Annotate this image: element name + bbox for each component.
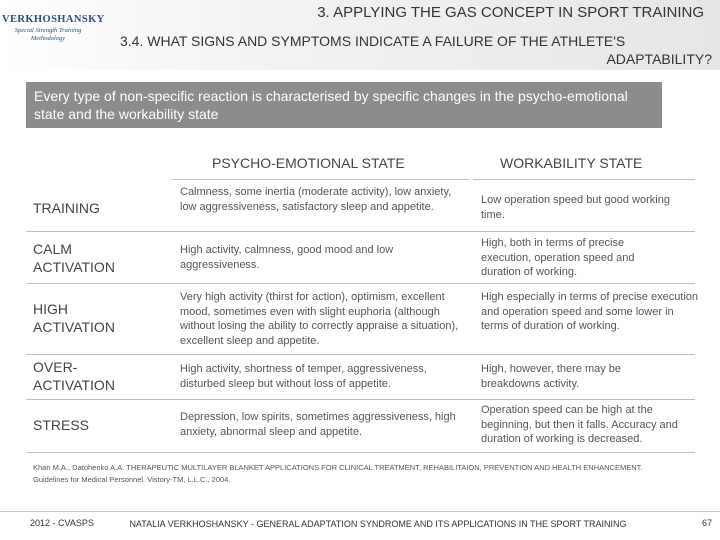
row-label-high-activation: HIGH ACTIVATION bbox=[33, 301, 115, 335]
table-header-divider-left bbox=[172, 179, 470, 180]
row-divider bbox=[26, 231, 695, 232]
cell-over-activation-work: High, however, there may be breakdowns activity. bbox=[481, 363, 622, 390]
row-label-training: TRAINING bbox=[33, 200, 100, 216]
cell-stress-work: Operation speed can be high at the beginning, but then it falls. Accuracy and duration of working is decreased. bbox=[481, 404, 678, 445]
slide-subtitle bbox=[120, 32, 712, 68]
row-divider bbox=[26, 283, 695, 284]
page-number: 67 bbox=[701, 518, 712, 528]
header-workability: WORKABILITY STATE bbox=[500, 155, 643, 171]
row-divider bbox=[26, 354, 695, 355]
cell-calm-activation-psycho: High activity, calmness, good mood and low aggressiveness. bbox=[180, 244, 394, 271]
cell-training-work: Low operation speed but good working time. bbox=[481, 194, 670, 221]
logo-line1: VERKHOSHANSKY bbox=[2, 14, 105, 25]
cell-calm-activation-work: High, both in terms of precise execution, operation speed and duration of working. bbox=[481, 237, 635, 278]
footer-divider bbox=[0, 511, 720, 512]
row-label-calm-activation: CALM ACTIVATION bbox=[33, 241, 115, 275]
header-psycho-emotional: PSYCHO-EMOTIONAL STATE bbox=[212, 155, 405, 171]
logo-line2: Special Strength Training Methodology bbox=[14, 27, 82, 42]
row-divider bbox=[26, 452, 695, 453]
subtitle-line1: 3.4. WHAT SIGNS AND SYMPTOMS INDICATE A FAILURE OF THE ATHLETE'S bbox=[120, 33, 626, 49]
intro-box: Every type of non-specific reaction is characterised by specific changes in the psycho-emotional state and the workability state bbox=[26, 82, 662, 128]
reference-citation: Khan M.A., Datohenko A.A. THERAPEUTIC MULTILAYER BLANKET APPLICATIONS FOR CLINICAL TREATMENT, REHABILITAION, PREVENTION AND HEALTH ENHANCEMENT. Guidelines for Medical Personnel. Vistory-TM, L.L.C., 2004. bbox=[33, 463, 643, 484]
footer-left: 2012 - CVASPS bbox=[30, 518, 94, 528]
row-label-over-activation: OVER-ACTIVATION bbox=[33, 359, 115, 393]
row-divider bbox=[26, 399, 695, 400]
subtitle-line2: ADAPTABILITY? bbox=[606, 51, 712, 67]
slide-title: 3. APPLYING THE GAS CONCEPT IN SPORT TRAINING bbox=[317, 4, 704, 21]
cell-over-activation-psycho: High activity, shortness of temper, aggressiveness, disturbed sleep but without loss of appetite. bbox=[180, 363, 427, 390]
cell-training-psycho: Calmness, some inertia (moderate activity), low anxiety, low aggressiveness, satisfactory sleep and appetite. bbox=[180, 186, 452, 213]
verkhoshansky-logo bbox=[2, 4, 105, 62]
cell-stress-psycho: Depression, low spirits, sometimes aggressiveness, high anxiety, abnormal sleep and appetite. bbox=[180, 411, 456, 438]
table-header-divider-right bbox=[473, 179, 695, 180]
footer-center: NATALIA VERKHOSHANSKY - GENERAL ADAPTATION SYNDROME AND ITS APPLICATIONS IN THE SPORT TRAINING bbox=[129, 519, 627, 529]
row-label-stress: STRESS bbox=[33, 417, 90, 433]
cell-high-activation-psycho: Very high activity (thirst for action), optimism, excellent mood, sometimes even with slight euphoria (although without losing the ability to correctly appraise a situation), excellent sleep and appetite. bbox=[180, 291, 459, 347]
cell-high-activation-work: High especially in terms of precise execution and operation speed and some lower in terms of duration of working. bbox=[481, 291, 699, 332]
